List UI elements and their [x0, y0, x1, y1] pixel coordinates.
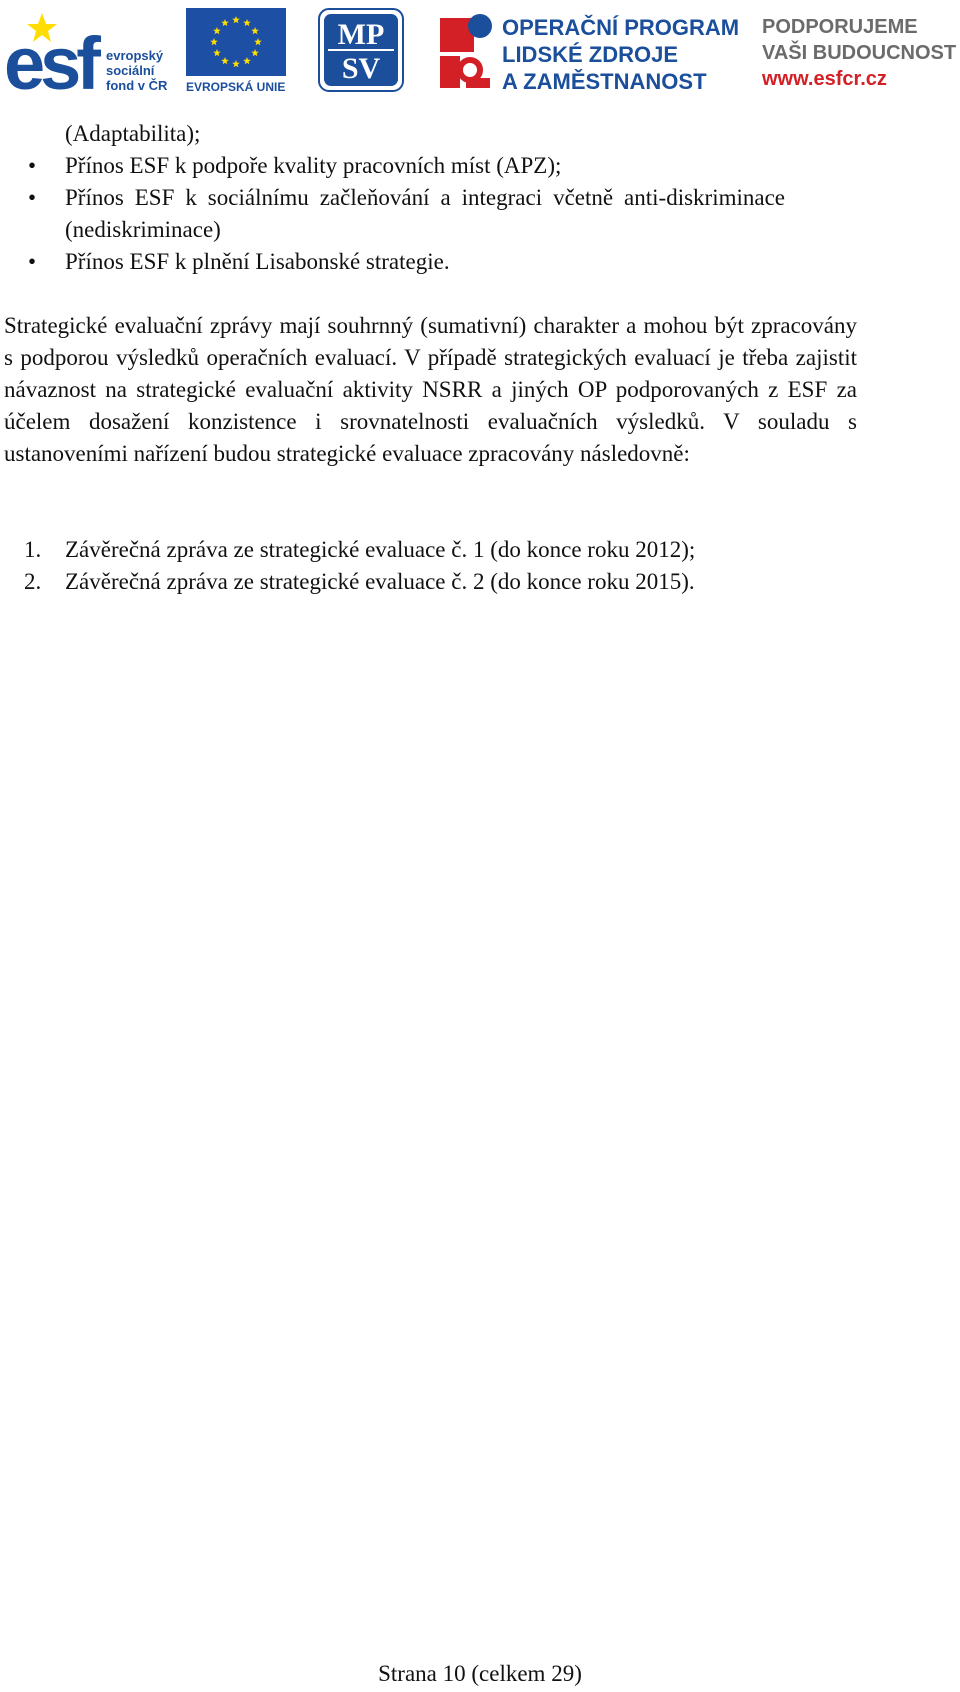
list-item-text: Závěrečná zpráva ze strategické evaluace č. 1 (do konce roku 2012);: [65, 537, 696, 562]
esf-logo-line: fond v ČR: [106, 78, 168, 93]
bullet-list: [0, 150, 860, 278]
slogan-line: PODPORUJEME: [762, 16, 918, 38]
eu-star-icon: [213, 27, 221, 34]
list-item: [0, 150, 785, 182]
list-item-number: 1.: [24, 537, 42, 562]
esf-logo-line: evropský: [106, 48, 164, 63]
eu-star-icon: [210, 38, 218, 45]
op-lzz-logo: [436, 8, 740, 96]
eu-star-icon: [221, 19, 229, 26]
eu-star-icon: [251, 27, 259, 34]
esf-logo: [4, 6, 182, 105]
body-paragraph: Strategické evaluační zprávy mají souhrnný (sumativní) charakter a mohou být zpracovány s podporou výsledků operačních evaluací. V případě strategických evaluací je třeba zajistit návaznost na strategické evaluační aktivity NSRR a jiných OP podporovaných z ESF za účelem dosažení konzistence i srovnatelnosti evaluačních výsledků. V souladu s ustanoveními nařízení budou strategické evaluace zpracovány následovně:: [4, 313, 857, 466]
eu-star-icon: [232, 16, 240, 23]
list-item-text: Přínos ESF k plnění Lisabonské strategie.: [65, 249, 450, 274]
svg-text:MP: MP: [337, 18, 385, 51]
svg-text:SV: SV: [341, 52, 381, 85]
page-header: [0, 0, 960, 105]
esf-website-url: www.esfcr.cz: [762, 68, 887, 90]
esf-mark: esf: [4, 22, 96, 105]
numbered-list: [0, 534, 860, 598]
op-logo-line: OPERAČNÍ PROGRAM: [502, 15, 740, 40]
list-item-text: Závěrečná zpráva ze strategické evaluace č. 2 (do konce roku 2015).: [65, 569, 695, 594]
slogan-block: [762, 14, 956, 92]
list-continuation: (Adaptabilita);: [65, 121, 201, 146]
eu-star-icon: [243, 19, 251, 26]
slogan-line: VAŠI BUDOUCNOST: [762, 42, 957, 64]
op-logo-line: LIDSKÉ ZDROJE: [502, 42, 679, 67]
op-logo-line: A ZAMĚSTNANOST: [502, 69, 707, 94]
page-number: Strana 10 (celkem 29): [378, 1661, 582, 1686]
esf-logo-line: sociální: [106, 63, 155, 78]
list-item: [0, 566, 785, 598]
list-item: [0, 246, 785, 278]
list-item: [0, 534, 785, 566]
mpsv-emblem-icon: [318, 8, 404, 92]
eu-star-icon: [251, 49, 259, 56]
list-item-number: 2.: [24, 569, 42, 594]
list-item-text: Přínos ESF k sociálnímu začleňování a integraci včetně anti-diskriminace (nediskriminace): [65, 185, 785, 242]
eu-star-icon: [221, 57, 229, 64]
op-puzzle-icon: [436, 12, 494, 92]
eu-star-icon: [213, 49, 221, 56]
bullet-icon: •: [28, 153, 37, 178]
esf-logo-text: [106, 48, 167, 93]
eu-star-icon: [254, 38, 262, 45]
list-item: [0, 182, 785, 246]
eu-logo-caption: EVROPSKÁ UNIE: [186, 80, 286, 94]
eu-star-icon: [232, 60, 240, 67]
eu-flag-icon: [186, 8, 286, 76]
bullet-icon: •: [28, 185, 37, 210]
eu-logo: [186, 8, 286, 96]
eu-star-icon: [243, 57, 251, 64]
mpsv-logo: [318, 8, 404, 92]
op-logo-text: [502, 14, 739, 95]
bullet-icon: •: [28, 249, 37, 274]
list-item-text: Přínos ESF k podpoře kvality pracovních míst (APZ);: [65, 153, 562, 178]
